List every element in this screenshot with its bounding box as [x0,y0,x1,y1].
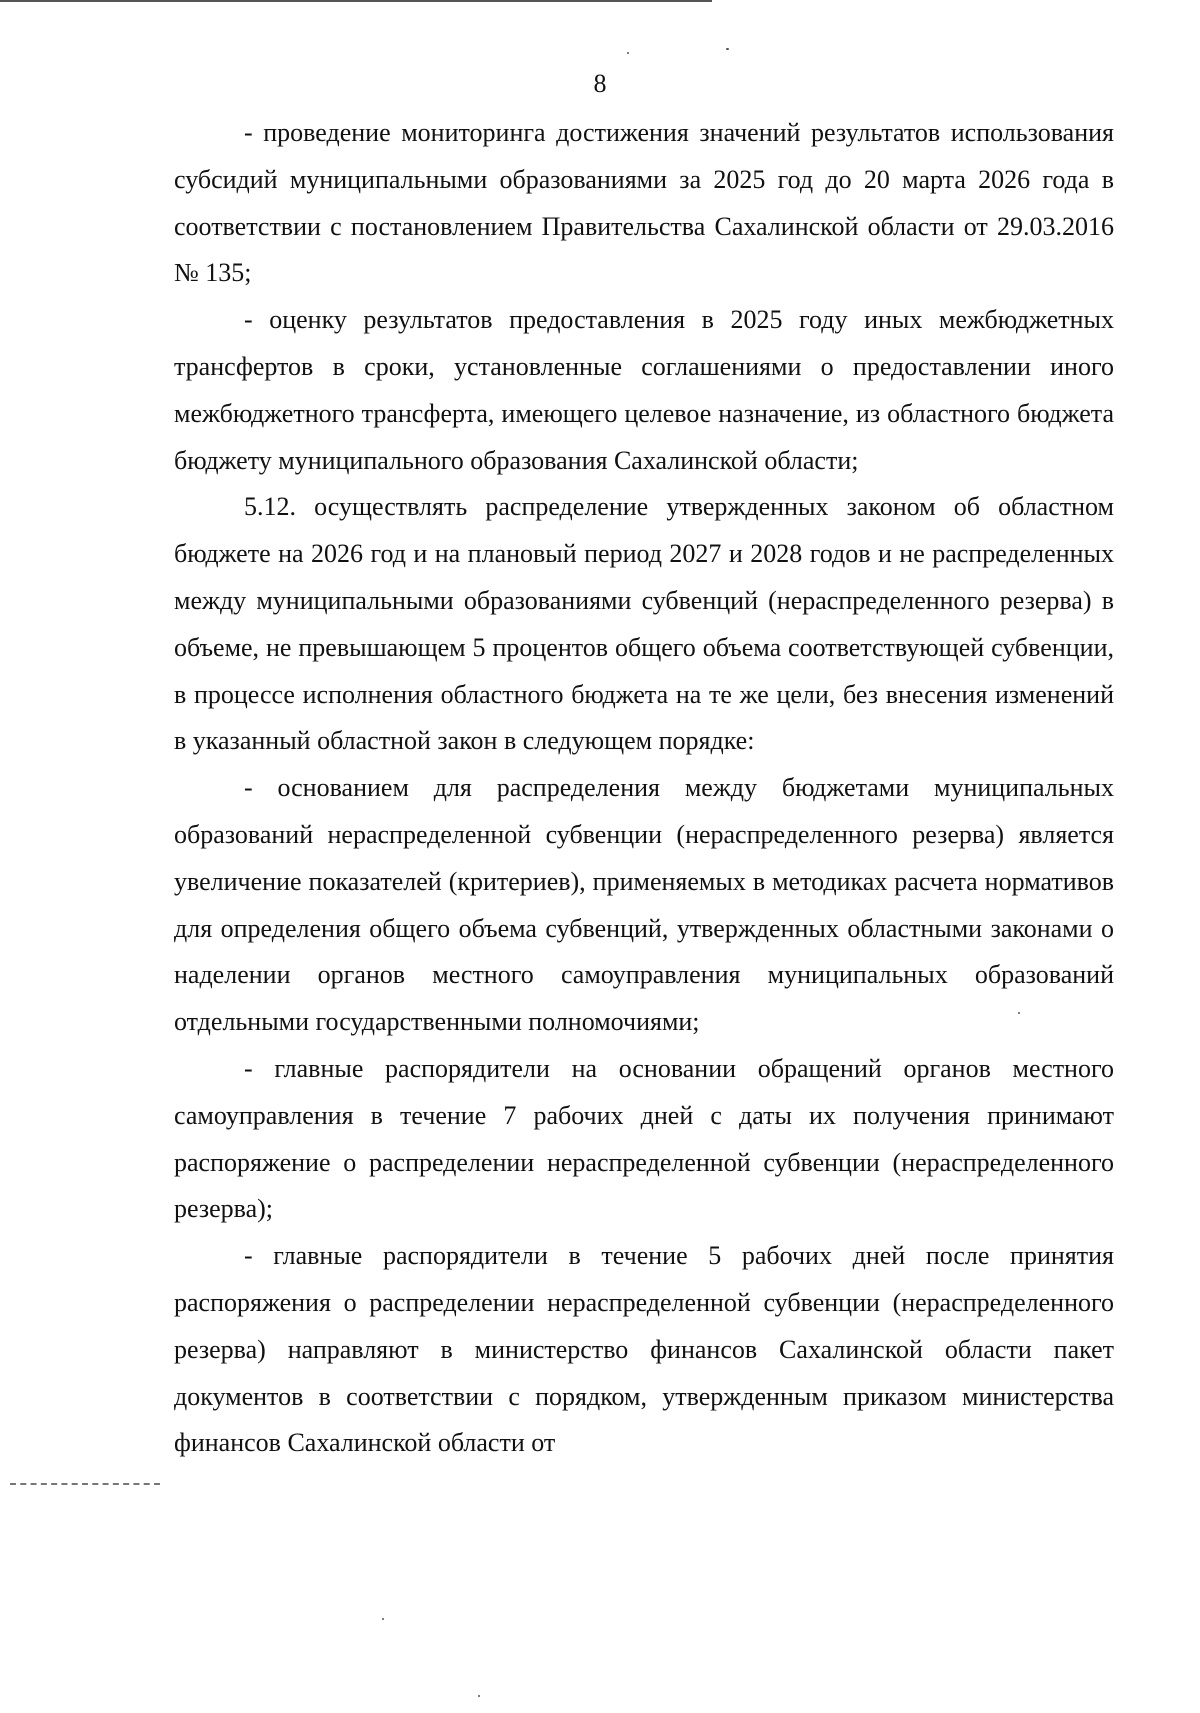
paragraph-documents: - главные распорядители в течение 5 рабочих дней после принятия распоряжения о распределении нераспределенной субвенции (нераспределенного резерва) направляют в министерство финансов Сахалинской области пакет документов в соответствии с порядком, утвержденным приказом министерства финансов Сахалинской области от [174,1241,1114,1458]
paragraph-assessment: - оценку результатов предоставления в 2025 году иных межбюджетных трансфертов в сроки, установленные соглашениями о предоставлении иного межбюджетного трансферта, имеющего целевое назначение, из областного бюджета бюджету муниципального образования Сахалинской области; [174,305,1114,475]
page-number: 8 [593,69,607,98]
document-body [174,110,1114,1467]
scan-edge-top [0,0,712,2]
paragraph-monitoring: - проведение мониторинга достижения значений результатов использования субсидий муниципальными образованиями за 2025 год до 20 марта 2026 года в соответствии с постановлением Правительства Сахалинской области от 29.03.2016 № 135; [174,118,1114,288]
paragraph-basis: - основанием для распределения между бюджетами муниципальных образований нераспределенной субвенции (нераспределенного резерва) является увеличение показателей (критериев), применяемых в методиках расчета нормативов для определения общего объема субвенций, утвержденных областными законами о наделении органов местного самоуправления муниципальных образований отдельными государственными полномочиями; [174,773,1114,1037]
scan-speck [627,52,629,54]
scan-speck [382,1618,384,1620]
scan-speck [726,48,729,50]
scan-margin-dashes [10,1483,160,1485]
paragraph-5-12: 5.12. осуществлять распределение утвержденных законом об областном бюджете на 2026 год и на плановый период 2027 и 2028 годов и не распределенных между муниципальными образованиями субвенций (нераспределенного резерва) в объеме, не превышающем 5 процентов общего объема соответствующей субвенции, в процессе исполнения областного бюджета на те же цели, без внесения изменений в указанный областной закон в следующем порядке: [174,492,1114,756]
paragraph-order-issuance: - главные распорядители на основании обращений органов местного самоуправления в течение 7 рабочих дней с даты их получения принимают распоряжение о распределении нераспределенной субвенции (нераспределенного резерва); [174,1053,1114,1224]
scan-speck [478,1695,480,1697]
